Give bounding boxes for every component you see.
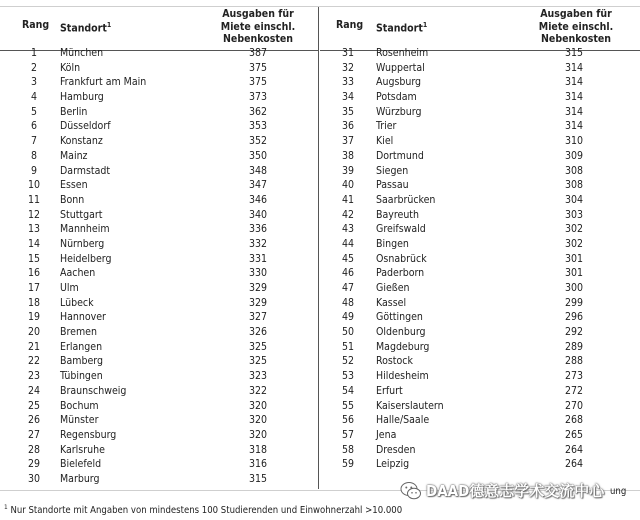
standort-cell: Aachen bbox=[60, 267, 96, 280]
ausgaben-cell: 314 bbox=[564, 61, 584, 74]
rang-cell: 7 bbox=[30, 135, 37, 148]
table-body-right bbox=[320, 46, 640, 472]
rang-cell: 9 bbox=[30, 164, 37, 177]
ausgaben-cell: 375 bbox=[248, 76, 268, 89]
rang-cell: 52 bbox=[341, 355, 355, 368]
ausgaben-cell: 331 bbox=[248, 252, 268, 265]
table-row bbox=[0, 457, 318, 472]
ausgaben-cell: 373 bbox=[248, 91, 268, 104]
table-row bbox=[0, 443, 318, 458]
standort-cell: Ulm bbox=[60, 282, 79, 294]
table-row bbox=[0, 75, 318, 90]
table-row bbox=[320, 354, 640, 369]
ausgaben-cell: 320 bbox=[248, 428, 268, 441]
table-row bbox=[320, 193, 640, 208]
rang-cell: 29 bbox=[27, 458, 41, 471]
table-row bbox=[320, 413, 640, 428]
table-row bbox=[0, 413, 318, 428]
standort-cell: Würzburg bbox=[376, 105, 422, 118]
footnote-marker: 1 bbox=[106, 21, 112, 29]
rang-cell: 50 bbox=[341, 326, 355, 339]
rang-cell: 53 bbox=[341, 370, 355, 383]
standort-cell: Bochum bbox=[60, 399, 99, 412]
ausgaben-cell: 346 bbox=[248, 193, 268, 206]
table-row bbox=[320, 149, 640, 164]
table-row bbox=[0, 105, 318, 120]
rang-cell: 45 bbox=[341, 252, 355, 265]
table-header bbox=[0, 7, 318, 47]
table-row bbox=[320, 369, 640, 384]
ausgaben-cell: 314 bbox=[564, 120, 584, 133]
standort-cell: Mannheim bbox=[60, 223, 110, 236]
footnote: $^1$ Nur Standorte mit Angaben von mindestens 100 Studierenden und Einwohnerzahl >10.000 bbox=[4, 503, 403, 517]
rang-cell: 58 bbox=[341, 443, 355, 456]
table-row bbox=[0, 208, 318, 223]
standort-cell: Erlangen bbox=[60, 340, 103, 353]
ausgaben-cell: 340 bbox=[248, 208, 268, 221]
rang-cell: 8 bbox=[30, 149, 37, 162]
standort-cell: Bremen bbox=[60, 326, 97, 339]
table-row bbox=[320, 208, 640, 223]
table-row bbox=[0, 46, 318, 61]
rang-cell: 2 bbox=[30, 61, 37, 74]
ausgaben-cell: 329 bbox=[248, 296, 268, 309]
ausgaben-cell: 299 bbox=[564, 296, 584, 309]
standort-cell: Regensburg bbox=[60, 428, 117, 441]
standort-cell: Hildesheim bbox=[376, 370, 429, 383]
standort-cell: Magdeburg bbox=[376, 340, 430, 353]
rang-cell: 19 bbox=[27, 311, 41, 324]
standort-cell: Bamberg bbox=[60, 355, 103, 368]
table-row bbox=[0, 310, 318, 325]
ausgaben-cell: 336 bbox=[248, 223, 268, 236]
standort-cell: Bielefeld bbox=[60, 458, 102, 471]
table-row bbox=[320, 310, 640, 325]
standort-cell: Rostock bbox=[376, 355, 413, 368]
table-row bbox=[0, 134, 318, 149]
table-row bbox=[0, 384, 318, 399]
ausgaben-cell: 320 bbox=[248, 414, 268, 427]
table-row bbox=[0, 193, 318, 208]
standort-cell: Kiel bbox=[376, 135, 394, 148]
ausgaben-cell: 301 bbox=[564, 267, 584, 280]
standort-cell: Augsburg bbox=[376, 76, 422, 89]
ausgaben-cell: 270 bbox=[564, 399, 584, 412]
standort-cell: München bbox=[60, 47, 104, 59]
standort-cell: Berlin bbox=[60, 105, 88, 118]
rang-cell: 12 bbox=[27, 208, 41, 221]
standort-cell: Marburg bbox=[60, 472, 100, 485]
standort-cell: Wuppertal bbox=[376, 61, 425, 74]
table-row bbox=[320, 61, 640, 76]
rang-cell: 42 bbox=[341, 208, 355, 221]
table-row bbox=[320, 457, 640, 472]
rang-cell: 44 bbox=[341, 237, 355, 250]
ausgaben-cell: 308 bbox=[564, 179, 584, 192]
header-standort: Standort$^1$ bbox=[376, 21, 428, 35]
table-row bbox=[0, 252, 318, 267]
standort-cell: Lübeck bbox=[60, 296, 94, 309]
ausgaben-cell: 289 bbox=[564, 340, 584, 353]
ausgaben-cell: 332 bbox=[248, 237, 268, 250]
standort-cell: Braunschweig bbox=[60, 384, 127, 397]
header-ausgaben: Ausgaben für Miete einschl. Nebenkosten bbox=[538, 8, 614, 45]
standort-cell: Paderborn bbox=[376, 267, 425, 280]
ausgaben-cell: 300 bbox=[564, 282, 584, 294]
table-row bbox=[320, 164, 640, 179]
standort-cell: Halle/Saale bbox=[376, 414, 430, 427]
ausgaben-cell: 265 bbox=[564, 428, 584, 441]
standort-cell: Siegen bbox=[376, 164, 409, 177]
rang-cell: 27 bbox=[27, 428, 41, 441]
rang-cell: 46 bbox=[341, 267, 355, 280]
rang-cell: 43 bbox=[341, 223, 355, 236]
ausgaben-cell: 325 bbox=[248, 355, 268, 368]
table-row bbox=[320, 384, 640, 399]
standort-cell: Bonn bbox=[60, 193, 85, 206]
standort-cell: Nürnberg bbox=[60, 237, 105, 250]
rang-cell: 51 bbox=[341, 340, 355, 353]
ausgaben-cell: 310 bbox=[564, 135, 584, 148]
rang-cell: 13 bbox=[27, 223, 41, 236]
table-row bbox=[320, 134, 640, 149]
rang-cell: 21 bbox=[27, 340, 41, 353]
rang-cell: 59 bbox=[341, 458, 355, 471]
rang-cell: 40 bbox=[341, 179, 355, 192]
standort-cell: Konstanz bbox=[60, 135, 103, 148]
standort-cell: Tübingen bbox=[60, 370, 103, 383]
standort-cell: Kassel bbox=[376, 296, 407, 309]
standort-cell: Kaiserslautern bbox=[376, 399, 444, 412]
rang-cell: 31 bbox=[341, 47, 355, 59]
ausgaben-cell: 314 bbox=[564, 91, 584, 104]
table-row bbox=[0, 296, 318, 311]
ausgaben-cell: 320 bbox=[248, 399, 268, 412]
table-row bbox=[320, 340, 640, 355]
standort-cell: Heidelberg bbox=[60, 252, 112, 265]
rang-cell: 35 bbox=[341, 105, 355, 118]
ausgaben-cell: 301 bbox=[564, 252, 584, 265]
ausgaben-cell: 304 bbox=[564, 193, 584, 206]
table-row bbox=[320, 399, 640, 414]
table-row bbox=[0, 119, 318, 134]
rang-cell: 26 bbox=[27, 414, 41, 427]
standort-cell: Hannover bbox=[60, 311, 106, 324]
rang-cell: 10 bbox=[27, 179, 41, 192]
standort-cell: Passau bbox=[376, 179, 409, 192]
table-row bbox=[320, 428, 640, 443]
rang-cell: 39 bbox=[341, 164, 355, 177]
standort-cell: Köln bbox=[60, 61, 81, 74]
rang-cell: 49 bbox=[341, 311, 355, 324]
rang-cell: 37 bbox=[341, 135, 355, 148]
ausgaben-cell: 375 bbox=[248, 61, 268, 74]
rang-cell: 47 bbox=[341, 282, 355, 294]
standort-cell: Karlsruhe bbox=[60, 443, 105, 456]
rang-cell: 15 bbox=[27, 252, 41, 265]
rang-cell: 20 bbox=[27, 326, 41, 339]
table-body-left bbox=[0, 46, 318, 487]
rang-cell: 36 bbox=[341, 120, 355, 133]
table-row bbox=[320, 296, 640, 311]
table-row bbox=[0, 266, 318, 281]
watermark-trailing-text: ung bbox=[610, 486, 627, 497]
rang-cell: 5 bbox=[30, 105, 37, 118]
ausgaben-cell: 296 bbox=[564, 311, 584, 324]
rang-cell: 38 bbox=[341, 149, 355, 162]
standort-cell: Potsdam bbox=[376, 91, 417, 104]
rang-cell: 41 bbox=[341, 193, 355, 206]
ausgaben-cell: 292 bbox=[564, 326, 584, 339]
table-row bbox=[320, 266, 640, 281]
ausgaben-cell: 330 bbox=[248, 267, 268, 280]
rang-cell: 3 bbox=[30, 76, 37, 89]
ausgaben-cell: 322 bbox=[248, 384, 268, 397]
ausgaben-cell: 329 bbox=[248, 282, 268, 294]
ausgaben-cell: 325 bbox=[248, 340, 268, 353]
table-row bbox=[0, 369, 318, 384]
table-row bbox=[320, 222, 640, 237]
ausgaben-cell: 350 bbox=[248, 149, 268, 162]
table-row bbox=[320, 281, 640, 296]
rang-cell: 22 bbox=[27, 355, 41, 368]
rang-cell: 17 bbox=[27, 282, 41, 294]
ausgaben-cell: 353 bbox=[248, 120, 268, 133]
table-row bbox=[320, 325, 640, 340]
ausgaben-cell: 318 bbox=[248, 443, 268, 456]
ausgaben-cell: 352 bbox=[248, 135, 268, 148]
table-row bbox=[320, 46, 640, 61]
header-standort: Standort$^1$ bbox=[60, 21, 112, 35]
table-row bbox=[0, 61, 318, 76]
ausgaben-cell: 288 bbox=[564, 355, 584, 368]
watermark-text: DAAD德意志学术交流中心 bbox=[426, 482, 605, 500]
ausgaben-cell: 348 bbox=[248, 164, 268, 177]
standort-cell: Oldenburg bbox=[376, 326, 426, 339]
table-row bbox=[0, 354, 318, 369]
ausgaben-cell: 264 bbox=[564, 443, 584, 456]
table-row bbox=[0, 237, 318, 252]
ausgaben-cell: 308 bbox=[564, 164, 584, 177]
ausgaben-cell: 387 bbox=[248, 47, 268, 59]
rang-cell: 28 bbox=[27, 443, 41, 456]
standort-cell: Rosenheim bbox=[376, 47, 429, 59]
watermark bbox=[400, 479, 640, 503]
table-row bbox=[320, 178, 640, 193]
table-row bbox=[0, 164, 318, 179]
standort-cell: Frankfurt am Main bbox=[60, 76, 147, 89]
table-row bbox=[0, 472, 318, 487]
ausgaben-cell: 314 bbox=[564, 105, 584, 118]
ausgaben-cell: 314 bbox=[564, 76, 584, 89]
rang-cell: 11 bbox=[27, 193, 41, 206]
table-row bbox=[0, 222, 318, 237]
standort-cell: Leipzig bbox=[376, 458, 410, 471]
standort-cell: Dresden bbox=[376, 443, 416, 456]
rang-cell: 34 bbox=[341, 91, 355, 104]
ausgaben-cell: 264 bbox=[564, 458, 584, 471]
standort-cell: Darmstadt bbox=[60, 164, 111, 177]
ausgaben-cell: 302 bbox=[564, 223, 584, 236]
table-row bbox=[320, 237, 640, 252]
ausgaben-cell: 323 bbox=[248, 370, 268, 383]
standort-cell: Trier bbox=[376, 120, 397, 133]
standort-cell: Gießen bbox=[376, 282, 410, 294]
rang-cell: 56 bbox=[341, 414, 355, 427]
rang-cell: 54 bbox=[341, 384, 355, 397]
standort-cell: Dortmund bbox=[376, 149, 424, 162]
rang-cell: 24 bbox=[27, 384, 41, 397]
table-row bbox=[0, 399, 318, 414]
standort-cell: Saarbrücken bbox=[376, 193, 436, 206]
standort-cell: Bingen bbox=[376, 237, 409, 250]
ausgaben-cell: 309 bbox=[564, 149, 584, 162]
footnote-marker: 1 bbox=[422, 21, 428, 29]
rang-cell: 32 bbox=[341, 61, 355, 74]
standort-cell: Jena bbox=[376, 428, 397, 441]
ausgaben-cell: 315 bbox=[564, 47, 584, 59]
standort-cell: Münster bbox=[60, 414, 99, 427]
rang-cell: 57 bbox=[341, 428, 355, 441]
ausgaben-cell: 303 bbox=[564, 208, 584, 221]
ausgaben-cell: 272 bbox=[564, 384, 584, 397]
ausgaben-cell: 347 bbox=[248, 179, 268, 192]
ausgaben-cell: 362 bbox=[248, 105, 268, 118]
table-row bbox=[0, 340, 318, 355]
ausgaben-cell: 315 bbox=[248, 472, 268, 485]
rang-cell: 25 bbox=[27, 399, 41, 412]
standort-cell: Hamburg bbox=[60, 91, 104, 104]
ausgaben-cell: 327 bbox=[248, 311, 268, 324]
standort-cell: Düsseldorf bbox=[60, 120, 111, 133]
table-header bbox=[320, 7, 640, 47]
rang-cell: 18 bbox=[27, 296, 41, 309]
rang-cell: 4 bbox=[30, 91, 37, 104]
rang-cell: 14 bbox=[27, 237, 41, 250]
rang-cell: 16 bbox=[27, 267, 41, 280]
standort-cell: Bayreuth bbox=[376, 208, 419, 221]
standort-cell: Greifswald bbox=[376, 223, 426, 236]
header-ausgaben: Ausgaben für Miete einschl. Nebenkosten bbox=[220, 8, 296, 45]
standort-cell: Osnabrück bbox=[376, 252, 427, 265]
ausgaben-cell: 268 bbox=[564, 414, 584, 427]
table-row bbox=[320, 75, 640, 90]
ausgaben-cell: 326 bbox=[248, 326, 268, 339]
header-rang: Rang bbox=[336, 19, 364, 31]
table-row bbox=[0, 325, 318, 340]
rang-cell: 33 bbox=[341, 76, 355, 89]
ausgaben-cell: 316 bbox=[248, 458, 268, 471]
table-row bbox=[0, 90, 318, 105]
rang-cell: 48 bbox=[341, 296, 355, 309]
standort-cell: Essen bbox=[60, 179, 88, 192]
header-rang: Rang bbox=[22, 19, 50, 31]
table-row bbox=[320, 90, 640, 105]
table-row bbox=[320, 119, 640, 134]
rang-cell: 6 bbox=[30, 120, 37, 133]
standort-cell: Mainz bbox=[60, 149, 88, 162]
table-row bbox=[320, 105, 640, 120]
rang-cell: 30 bbox=[27, 472, 41, 485]
rang-cell: 55 bbox=[341, 399, 355, 412]
rang-cell: 1 bbox=[30, 47, 37, 59]
standort-cell: Stuttgart bbox=[60, 208, 103, 221]
table-row bbox=[0, 281, 318, 296]
wechat-icon bbox=[400, 480, 422, 502]
table-row bbox=[0, 428, 318, 443]
standort-cell: Göttingen bbox=[376, 311, 423, 324]
rang-cell: 23 bbox=[27, 370, 41, 383]
table-row bbox=[0, 178, 318, 193]
ausgaben-cell: 302 bbox=[564, 237, 584, 250]
table-row bbox=[320, 252, 640, 267]
column-divider bbox=[318, 7, 319, 489]
table-row bbox=[320, 443, 640, 458]
ausgaben-cell: 273 bbox=[564, 370, 584, 383]
standort-cell: Erfurt bbox=[376, 384, 403, 397]
table-row bbox=[0, 149, 318, 164]
